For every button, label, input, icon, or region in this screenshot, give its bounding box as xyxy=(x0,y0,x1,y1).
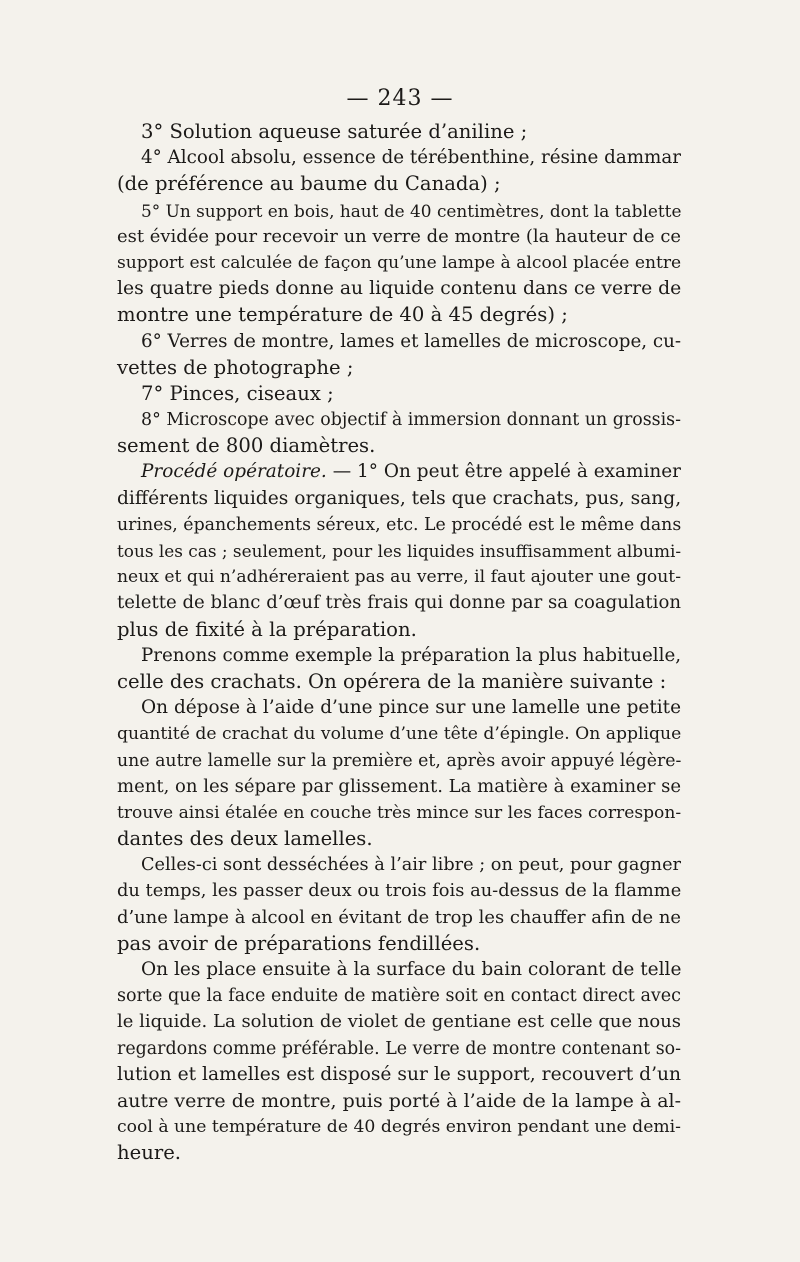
line-text: regardons comme préférable. Le verre de montre contenant so- xyxy=(117,1038,681,1059)
text-line xyxy=(117,564,681,590)
text-line xyxy=(117,852,681,878)
line-text: (de préférence au baume du Canada) ; xyxy=(117,172,501,196)
text-line xyxy=(117,957,681,983)
body-text xyxy=(117,119,681,1167)
text-line xyxy=(117,145,681,171)
text-line xyxy=(117,1088,681,1114)
line-text: 5° Un support en bois, haut de 40 centimètres, dont la tablette xyxy=(141,200,682,221)
text-line xyxy=(117,302,681,328)
line-text: quantité de crachat du volume d’une tête d’épingle. On applique xyxy=(117,724,682,745)
line-text: lution et lamelles est disposé sur le support, recouvert d’un xyxy=(117,1063,681,1085)
line-text: heure. xyxy=(117,1141,182,1165)
text-line xyxy=(117,878,681,904)
line-text: celle des crachats. On opérera de la manière suivante : xyxy=(117,669,667,693)
line-text: cool à une température de 40 degrés environ pendant une demi- xyxy=(117,1117,681,1138)
line-text: — 1° On peut être appelé à examiner xyxy=(326,461,681,483)
line-text: telette de blanc d’œuf très frais qui donne par sa coagulation xyxy=(117,592,681,614)
text-line xyxy=(117,538,681,564)
line-text: 3° Solution aqueuse saturée d’aniline ; xyxy=(141,120,528,143)
text-line xyxy=(117,1009,681,1035)
line-text: une autre lamelle sur la première et, après avoir appuyé légère- xyxy=(117,750,682,771)
line-text: 7° Pinces, ciseaux ; xyxy=(141,381,334,405)
line-text: du temps, les passer deux ou trois fois au-dessus de la flamme xyxy=(117,880,682,902)
text-line xyxy=(117,276,681,302)
text-line xyxy=(117,774,681,800)
line-text: sorte que la face enduite de matière soit en contact direct avec xyxy=(117,986,681,1007)
text-line xyxy=(117,198,681,224)
line-text: vettes de photographe ; xyxy=(117,355,354,379)
line-text: plus de fixité à la préparation. xyxy=(117,617,417,641)
line-text: autre verre de montre, puis porté à l’aide de la lampe à al- xyxy=(117,1089,681,1112)
line-text: pas avoir de préparations fendillées. xyxy=(117,931,481,955)
line-text: les quatre pieds donne au liquide contenu dans ce verre de xyxy=(117,278,682,300)
line-text: support est calculée de façon qu’une lampe à alcool placée entre xyxy=(117,252,682,273)
text-line xyxy=(117,224,681,250)
line-text: tous les cas ; seulement, pour les liquides insuffisamment albumi- xyxy=(117,541,682,561)
text-line xyxy=(117,1036,681,1062)
text-line xyxy=(117,748,681,774)
text-line xyxy=(117,1114,681,1140)
text-line xyxy=(117,669,681,695)
text-line xyxy=(117,512,681,538)
line-text: le liquide. La solution de violet de gentiane est celle que nous xyxy=(117,1011,681,1033)
line-text: montre une température de 40 à 45 degrés) ; xyxy=(117,303,568,327)
text-line xyxy=(117,983,681,1009)
text-line xyxy=(117,1062,681,1088)
text-line xyxy=(117,329,681,355)
text-line xyxy=(117,486,681,512)
line-text: neux et qui n’adhéreraient pas au verre, il faut ajouter une gout- xyxy=(117,567,681,588)
text-line xyxy=(117,800,681,826)
section-heading-italic: Procédé opératoire. xyxy=(141,461,327,483)
line-text: 8° Microscope avec objectif à immersion donnant un grossis- xyxy=(141,410,681,431)
text-line xyxy=(117,643,681,669)
text-line xyxy=(117,617,681,643)
text-line xyxy=(117,695,681,721)
text-line xyxy=(117,1140,681,1166)
line-text: Prenons comme exemple la préparation la plus habituelle, xyxy=(141,644,682,666)
line-text: urines, épanchements séreux, etc. Le procédé est le même dans xyxy=(117,514,682,535)
text-line xyxy=(117,590,681,616)
line-text: est évidée pour recevoir un verre de montre (la hauteur de ce xyxy=(117,225,681,247)
text-line xyxy=(117,407,681,433)
text-line xyxy=(117,721,681,747)
line-text: sement de 800 diamètres. xyxy=(117,434,376,458)
line-text: 4° Alcool absolu, essence de térébenthine, résine dammar xyxy=(141,147,681,169)
text-line xyxy=(117,459,681,485)
page-number: — 243 — xyxy=(346,86,454,111)
text-line xyxy=(117,433,681,459)
line-text: d’une lampe à alcool en évitant de trop les chauffer afin de ne xyxy=(117,906,681,928)
line-text: dantes des deux lamelles. xyxy=(117,827,373,851)
text-line xyxy=(117,250,681,276)
line-text: ment, on les sépare par glissement. La matière à examiner se xyxy=(117,775,681,797)
text-line xyxy=(117,826,681,852)
text-line xyxy=(117,119,681,145)
line-text: On les place ensuite à la surface du bain colorant de telle xyxy=(141,959,682,980)
text-line xyxy=(117,905,681,931)
line-text: différents liquides organiques, tels que crachats, pus, sang, xyxy=(117,487,682,509)
line-text: On dépose à l’aide d’une pince sur une lamelle une petite xyxy=(141,697,681,719)
text-line xyxy=(117,931,681,957)
text-line xyxy=(117,171,681,197)
line-text: trouve ainsi étalée en couche très mince sur les faces correspon- xyxy=(117,802,682,823)
text-line xyxy=(117,381,681,407)
line-text: 6° Verres de montre, lames et lamelles de microscope, cu- xyxy=(141,330,682,352)
line-text: Celles-ci sont desséchées à l’air libre ; on peut, pour gagner xyxy=(141,855,681,876)
text-line xyxy=(117,355,681,381)
